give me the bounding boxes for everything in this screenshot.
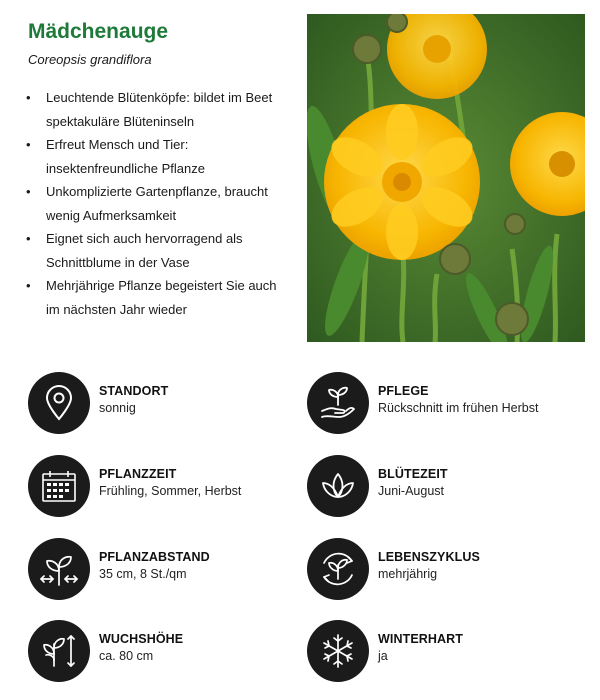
feature-text: Leuchtende Blütenköpfe: bildet im Beet spektakuläre Blüteninseln [46, 90, 273, 129]
info-pflanzabstand [28, 538, 298, 602]
bluetezeit-value: Juni-August [378, 484, 445, 498]
info-lebenszyklus [307, 538, 577, 602]
snowflake-icon [307, 620, 369, 682]
pflege-label: PFLEGE [378, 384, 429, 398]
winterhart-value: ja [378, 649, 388, 663]
feature-item [22, 274, 292, 321]
wuchshoehe-value: ca. 80 cm [99, 649, 154, 663]
bluetezeit-label: BLÜTEZEIT [378, 467, 448, 481]
info-pflege [307, 372, 577, 436]
lebenszyklus-value: mehrjährig [378, 567, 438, 581]
feature-list [22, 86, 292, 321]
lotus-flower-icon [307, 455, 369, 517]
bullet-icon: • [26, 90, 31, 105]
bullet-icon: • [26, 278, 31, 293]
pflanzzeit-value: Frühling, Sommer, Herbst [99, 484, 242, 498]
feature-text: Unkomplizierte Gartenpflanze, braucht wenig Aufmerksamkeit [46, 184, 268, 223]
pflanzabstand-label: PFLANZABSTAND [99, 550, 210, 564]
sprout-cycle-icon [307, 538, 369, 600]
standort-label: STANDORT [99, 384, 169, 398]
feature-text: Eignet sich auch hervorragend als Schnittblume in der Vase [46, 231, 243, 270]
location-pin-icon [28, 372, 90, 434]
bullet-icon: • [26, 184, 31, 199]
standort-value: sonnig [99, 401, 136, 415]
hand-sprout-icon [307, 372, 369, 434]
calendar-icon [28, 455, 90, 517]
feature-item [22, 227, 292, 274]
pflanzzeit-label: PFLANZZEIT [99, 467, 177, 481]
product-title: Mädchenauge [28, 20, 169, 43]
lebenszyklus-label: LEBENSZYKLUS [378, 550, 480, 564]
wuchshoehe-label: WUCHSHÖHE [99, 632, 184, 646]
feature-item [22, 180, 292, 227]
bullet-icon: • [26, 231, 31, 246]
plant-height-icon [28, 620, 90, 682]
info-pflanzzeit [28, 455, 298, 519]
feature-item [22, 86, 292, 133]
info-bluetezeit [307, 455, 577, 519]
feature-item [22, 133, 292, 180]
winterhart-label: WINTERHART [378, 632, 464, 646]
bullet-icon: • [26, 137, 31, 152]
latin-name: Coreopsis grandiflora [28, 52, 152, 67]
feature-text: Mehrjährige Pflanze begeistert Sie auch im nächsten Jahr wieder [46, 278, 277, 317]
info-wuchshoehe [28, 620, 298, 684]
feature-text: Erfreut Mensch und Tier: insektenfreundliche Pflanze [46, 137, 205, 176]
info-winterhart [307, 620, 577, 684]
coreopsis-flower-image [307, 14, 585, 342]
product-photo [307, 14, 585, 342]
pflanzabstand-value: 35 cm, 8 St./qm [99, 567, 187, 581]
info-standort [28, 372, 298, 436]
pflege-value: Rückschnitt im frühen Herbst [378, 401, 539, 415]
sprout-spacing-icon [28, 538, 90, 600]
